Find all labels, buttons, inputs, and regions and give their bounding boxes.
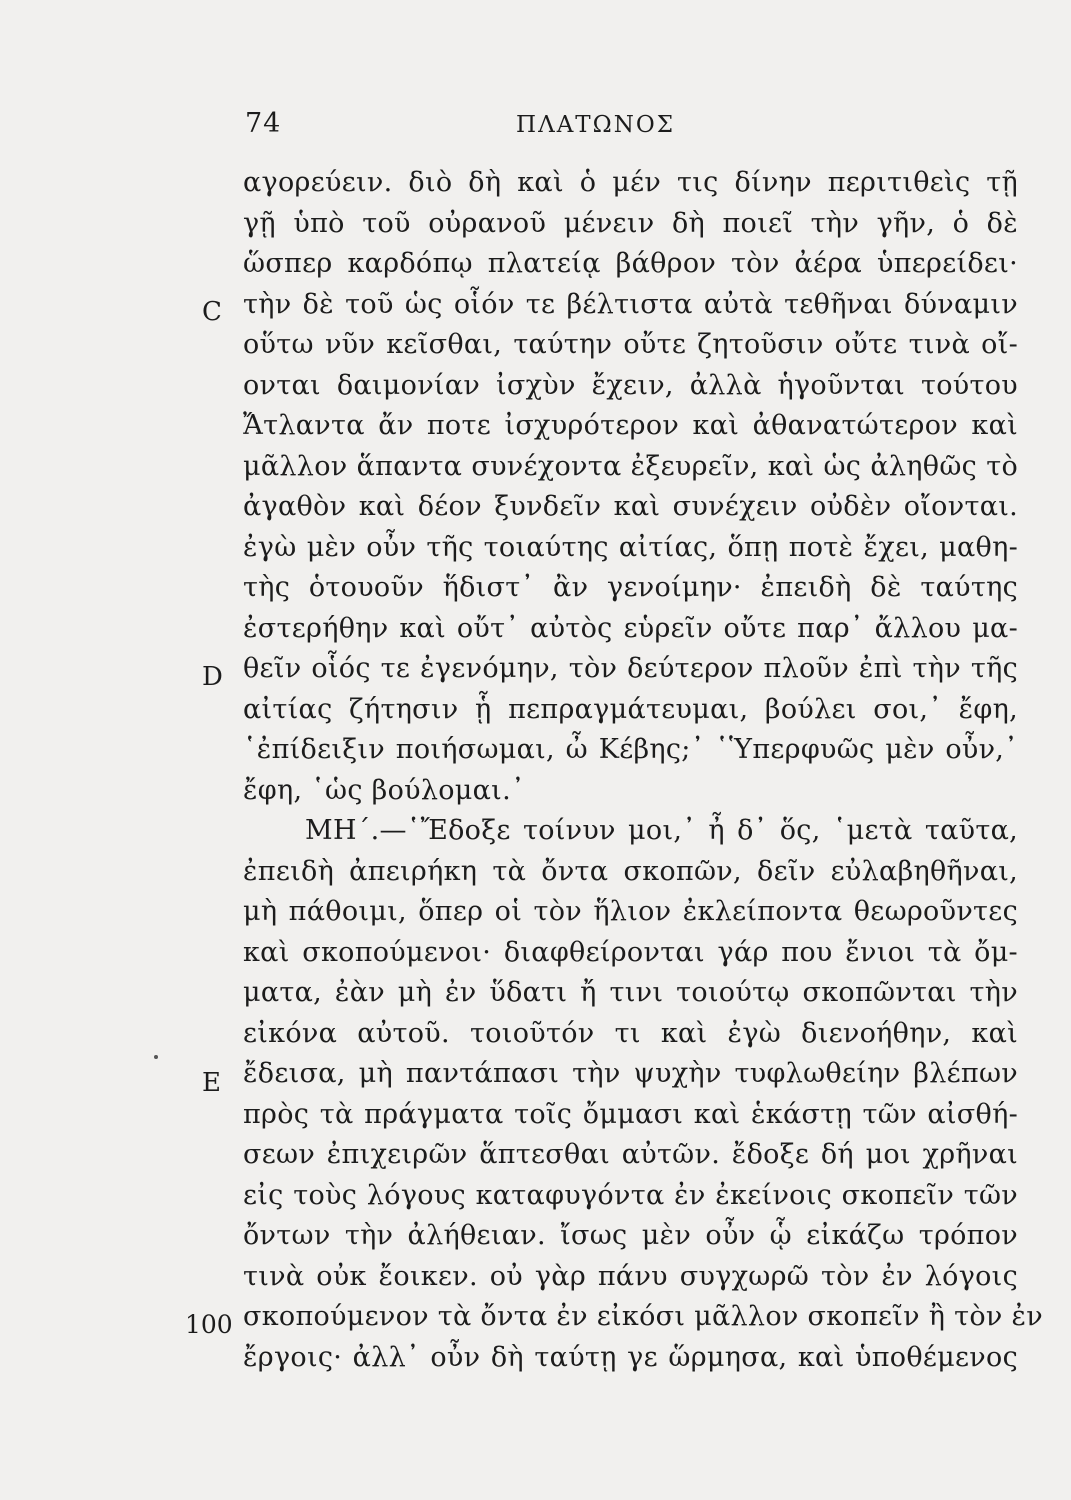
text-line: εἰκόνα αὐτοῦ. τοιοῦτόν τι καὶ ἐγὼ διενοήθην, καὶ — [243, 1017, 1018, 1049]
text-line: ὄντων τὴν ἀλήθειαν. ἴσως μὲν οὖν ᾧ εἰκάζω τρόπον — [243, 1220, 1018, 1251]
text-line: ἐγὼ μὲν οὖν τῆς τοιαύτης αἰτίας, ὅπῃ ποτὲ ἔχει, μαθη- — [243, 531, 1018, 563]
text-line: ονται δαιμονίαν ἰσχὺν ἔχειν, ἀλλὰ ἡγοῦνται τούτου — [243, 369, 1018, 401]
page-number: 74 — [245, 108, 282, 139]
text-line: ὥσπερ καρδόπῳ πλατείᾳ βάθρον τὸν ἀέρα ὑπερείδει· — [243, 248, 1018, 279]
text-line: αγορεύειν. διὸ δὴ καὶ ὁ μέν τις δίνην περιτιθεὶς τῇ — [243, 167, 1018, 198]
text-line: καὶ σκοπούμενοι· διαφθείρονται γάρ που ἔνιοι τὰ ὄμ- — [243, 936, 1018, 968]
text-line: τινὰ οὐκ ἔοικεν. οὐ γὰρ πάνυ συγχωρῶ τὸν ἐν λόγοις — [243, 1260, 1018, 1292]
text-line: ῾ἐπίδειξιν ποιήσωμαι, ὦ Κέβης;᾽ ῾Ὑπερφυῶς μὲν οὖν,᾽ — [243, 734, 1018, 765]
text-line: σκοπούμενον τὰ ὄντα ἐν εἰκόσι μᾶλλον σκοπεῖν ἢ τὸν ἐν — [243, 1301, 1044, 1332]
margin-marker-c: C — [202, 297, 222, 327]
text-line: θεῖν οἷός τε ἐγενόμην, τὸν δεύτερον πλοῦν ἐπὶ τὴν τῆς — [243, 653, 1018, 684]
text-line: τὴν δὲ τοῦ ὡς οἷόν τε βέλτιστα αὐτὰ τεθῆναι δύναμιν — [243, 288, 1018, 320]
text-line: ἀγαθὸν καὶ δέον ξυνδεῖν καὶ συνέχειν οὐδὲν οἴονται. — [243, 491, 1018, 522]
margin-marker-d: D — [202, 662, 223, 692]
text-line: ἐστερήθην καὶ οὔτ᾽ αὐτὸς εὑρεῖν οὔτε παρ᾽ ἄλλου μα- — [243, 612, 1018, 644]
text-line: ἔφη, ῾ὡς βούλομαι.᾽ — [243, 774, 525, 806]
body-text — [243, 163, 1044, 1378]
text-line: ἐπειδὴ ἀπειρήκη τὰ ὄντα σκοπῶν, δεῖν εὐλαβηθῆναι, — [243, 855, 1018, 887]
text-line: ἔργοις· ἀλλ᾽ οὖν δὴ ταύτῃ γε ὥρμησα, καὶ ὑποθέμενος — [243, 1341, 1018, 1373]
text-line: σεων ἐπιχειρῶν ἅπτεσθαι αὐτῶν. ἔδοξε δή μοι χρῆναι — [243, 1139, 1018, 1170]
text-line: Ἄτλαντα ἄν ποτε ἰσχυρότερον καὶ ἀθανατώτερον καὶ — [243, 410, 1018, 441]
text-line: μᾶλλον ἅπαντα συνέχοντα ἐξευρεῖν, καὶ ὡς ἀληθῶς τὸ — [243, 450, 1018, 482]
chapter-heading-line: ΜΗ΄.—῾Ἔδοξε τοίνυν μοι,᾽ ἦ δ᾽ ὅς, ῾μετὰ ταῦτα, — [305, 815, 1018, 846]
text-line: τὴς ὁτουοῦν ἥδιστ᾽ ἂν γενοίμην· ἐπειδὴ δὲ ταύτης — [243, 572, 1018, 603]
text-line: ματα, ἐὰν μὴ ἐν ὕδατι ἤ τινι τοιούτῳ σκοπῶνται τὴν — [243, 977, 1018, 1008]
text-line: γῇ ὑπὸ τοῦ οὐρανοῦ μένειν δὴ ποιεῖ τὴν γῆν, ὁ δὲ — [243, 207, 1018, 239]
margin-dot — [154, 1055, 158, 1059]
text-line: εἰς τοὺς λόγους καταφυγόντα ἐν ἐκείνοις σκοπεῖν τῶν — [243, 1179, 1018, 1211]
text-line: μὴ πάθοιμι, ὅπερ οἱ τὸν ἥλιον ἐκλείποντα θεωροῦντες — [243, 896, 1018, 927]
text-line: ἔδεισα, μὴ παντάπασι τὴν ψυχὴν τυφλωθείην βλέπων — [243, 1058, 1018, 1089]
running-title: ΠΛΑΤΩΝΟΣ — [516, 112, 675, 138]
margin-marker-e: E — [202, 1068, 221, 1098]
text-line: πρὸς τὰ πράγματα τοῖς ὄμμασι καὶ ἑκάστῃ τῶν αἰσθή- — [243, 1098, 1018, 1130]
margin-line-number-100: 100 — [185, 1310, 233, 1339]
text-line: αἰτίας ζήτησιν ᾗ πεπραγμάτευμαι, βούλει σοι,᾽ ἔφη, — [243, 693, 1018, 725]
text-line: οὕτω νῦν κεῖσθαι, ταύτην οὔτε ζητοῦσιν οὔτε τινὰ οἴ- — [243, 329, 1018, 360]
